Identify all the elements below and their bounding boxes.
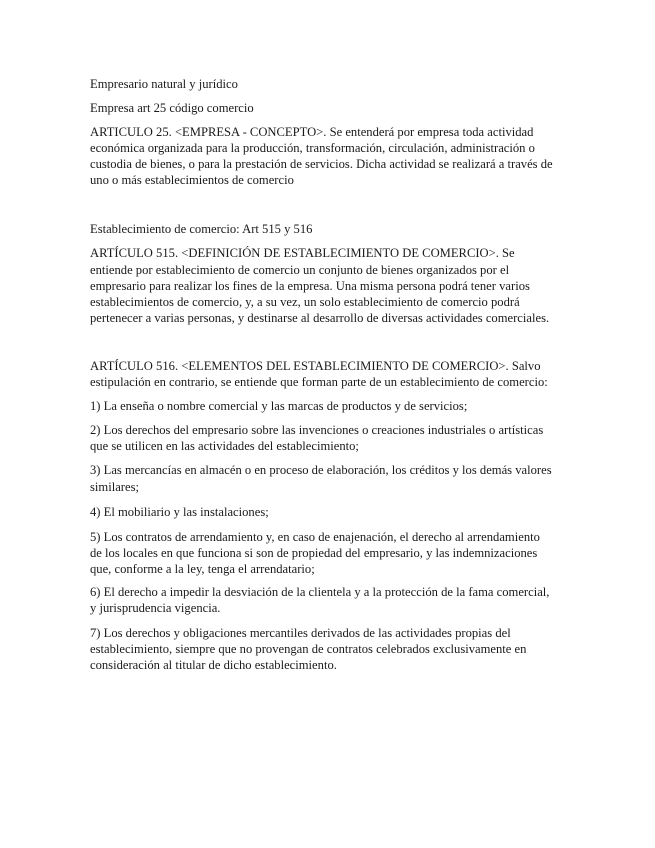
list-item-line: que se utilicen en las actividades del establecimiento; — [90, 439, 359, 453]
list-item-line: 4) El mobiliario y las instalaciones; — [90, 505, 269, 519]
heading-establecimiento: Establecimiento de comercio: Art 515 y 516 — [90, 222, 313, 236]
list-item-line: similares; — [90, 480, 139, 494]
list-item-line: 7) Los derechos y obligaciones mercantiles derivados de las actividades propias del — [90, 626, 511, 640]
list-item-line: 3) Las mercancías en almacén o en proceso de elaboración, los créditos y los demás valores — [90, 463, 552, 477]
article-line: ARTÍCULO 515. <DEFINICIÓN DE ESTABLECIMIENTO DE COMERCIO>. Se — [90, 246, 515, 260]
list-item-line: 6) El derecho a impedir la desviación de la clientela y a la protección de la fama comercial, — [90, 585, 550, 599]
article-line: establecimientos de comercio, y, a su vez, un solo establecimiento de comercio podrá — [90, 295, 520, 309]
article-line: ARTICULO 25. <EMPRESA - CONCEPTO>. Se entenderá por empresa toda actividad — [90, 125, 534, 139]
list-item-line: 2) Los derechos del empresario sobre las invenciones o creaciones industriales o artísticas — [90, 423, 544, 437]
article-line: empresario para realizar los fines de la empresa. Una misma persona podrá tener varios — [90, 279, 530, 293]
list-item-line: y jurisprudencia vigencia. — [90, 601, 221, 615]
article-line: pertenecer a varias personas, y destinarse al desarrollo de diversas actividades comerciales. — [90, 311, 550, 325]
article-line: custodia de bienes, o para la prestación de servicios. Dicha actividad se realizará a través de — [90, 157, 553, 171]
article-line: entiende por establecimiento de comercio un conjunto de bienes organizados por el — [90, 263, 510, 277]
list-item-line: que, conforme a la ley, tenga el arrendatario; — [90, 562, 315, 576]
list-item-line: consideración al titular de dicho establecimiento. — [90, 658, 337, 672]
heading-empresa-art25: Empresa art 25 código comercio — [90, 101, 254, 115]
article-line: ARTÍCULO 516. <ELEMENTOS DEL ESTABLECIMIENTO DE COMERCIO>. Salvo — [90, 359, 541, 373]
list-item-line: 1) La enseña o nombre comercial y las marcas de productos y de servicios; — [90, 399, 468, 413]
list-item-line: 5) Los contratos de arrendamiento y, en caso de enajenación, el derecho al arrendamiento — [90, 530, 540, 544]
article-line: económica organizada para la producción, transformación, circulación, administración o — [90, 141, 535, 155]
article-line: uno o más establecimientos de comercio — [90, 173, 294, 187]
list-item-line: de los locales en que funciona si son de propiedad del empresario, y las indemnizaciones — [90, 546, 538, 560]
heading-empresario: Empresario natural y jurídico — [90, 77, 238, 91]
article-line: estipulación en contrario, se entiende que forman parte de un establecimiento de comercio: — [90, 375, 548, 389]
list-item-line: establecimiento, siempre que no provengan de contratos celebrados exclusivamente en — [90, 642, 527, 656]
